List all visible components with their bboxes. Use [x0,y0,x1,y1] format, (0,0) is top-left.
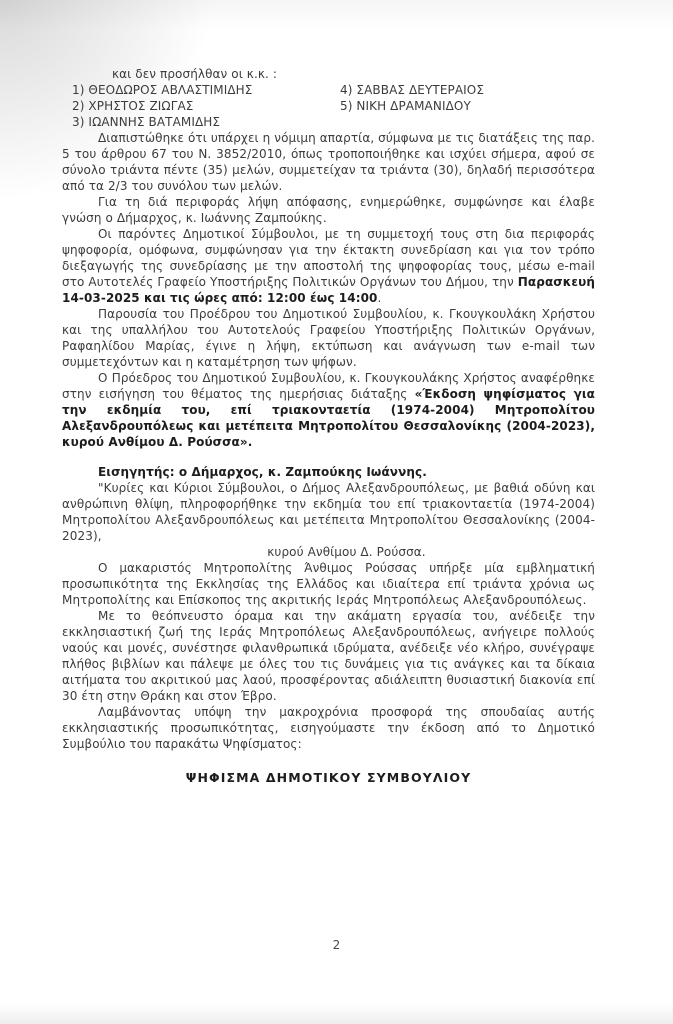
agenda-item-paragraph [62,370,595,450]
resolution-heading: ΨΗΦΙΣΜΑ ΔΗΜΟΤΙΚΟΥ ΣΥΜΒΟΥΛΙΟΥ [185,770,472,785]
voting-date-time-bold: Παρασκευή 14-03-2025 και τις ώρες από: 12:00 έως 14:00 [62,275,595,305]
voting-procedure-paragraph [62,226,595,306]
document-content [62,66,595,786]
quorum-paragraph: Διαπιστώθηκε ότι υπάρχει η νόμιμη απαρτία, σύμφωνα με τις διατάξεις της παρ. 5 του άρθρου 67 του Ν. 3852/2010, όπως τροποποιήθηκε και ισχύει σήμερα, αφού σε σύνολο τριάντα πέντε (35) μελών, συμμετείχαν τα τριάντα (30), δηλαδή περισσότερα από τα 2/3 του συνόλου των μελών. [62,131,595,193]
deceased-name-line: κυρού Ανθίμου Δ. Ρούσσα. [267,545,426,559]
list-item: 4) ΣΑΒΒΑΣ ΔΕΥΤΕΡΑΙΟΣ [340,83,485,97]
page-number: 2 [332,938,341,952]
works-paragraph: Με το θεόπνευστο όραμα και την ακάματη εργασία του, ανέδειξε την εκκλησιαστική ζωή της Ιεράς Μητροπόλεως Αλεξανδρουπόλεως, ανήγειρε πολλούς ναούς και μονές, συνέστησε φιλανθρωπικά ιδρύματα, ανέδειξε νέο κλήρο, συνέγραψε πλήθος βιβλίων και πάλεψε με όλες του τις δυνάμεις για τις ανάγκες και τα δίκαια αιτήματα του ακριτικού μας λαού, προσφέροντας αδιάλειπτη θυσιαστική διακονία επί 30 έτη στην Θράκη και στον Έβρο. [62,609,595,703]
mayor-consent-paragraph: Για τη διά περιφοράς λήψη απόφασης, ενημερώθηκε, συμφώνησε και έλαβε γνώση ο Δήμαρχος, κ. Ιωάννης Ζαμπούκης. [62,195,595,225]
speech-intro-paragraph: "Κυρίες και Κύριοι Σύμβουλοι, ο Δήμος Αλεξανδρουπόλεως, με βαθιά οδύνη και ανθρώπινη θλίψη, πληροφορήθηκε την εκδημία του επί τριακονταετία (1974-2004) Μητροπολίτου Αλεξανδρουπόλεως και μετέπειτα Μητροπολίτου Θεσσαλονίκης (2004-2023), [62,481,595,543]
bio-paragraph: Ο μακαριστός Μητροπολίτης Άνθιμος Ρούσσας υπήρξε μία εμβληματική προσωπικότητα της Εκκλησίας της Ελλάδος και ιδιαίτερα επί τριάντα χρόνια ως Μητροπολίτης και Επίσκοπος της ακριτικής Ιεράς Μητροπόλεως Αλεξανδρουπόλεως. [62,561,595,607]
absent-members-column-right [340,82,595,130]
agenda-item-text: Ο Πρόεδρος του Δημοτικού Συμβουλίου, κ. Γκουγκουλάκης Χρήστος αναφέρθηκε στην εισήγηση του θέματος της ημερήσιας διάταξης [62,371,595,401]
voting-procedure-period: . [377,291,382,305]
absent-members-intro: και δεν προσήλθαν οι κ.κ. : [112,67,278,81]
email-count-paragraph: Παρουσία του Προέδρου του Δημοτικού Συμβουλίου, κ. Γκουγκουλάκη Χρήστου και της υπαλλήλου του Αυτοτελούς Γραφείου Υποστήριξης Πολιτικών Οργάνων, Ραφαηλίδου Μαρίας, έγινε η λήψη, εκτύπωση και ανάγνωση των e-mail των συμμετεχόντων και η καταμέτρηση των ψήφων. [62,307,595,369]
list-item: 5) ΝΙΚΗ ΔΡΑΜΑΝΙΔΟΥ [340,99,471,113]
list-item: 3) ΙΩΑΝΝΗΣ ΒΑΤΑΜΙΔΗΣ [72,115,221,129]
list-item: 2) ΧΡΗΣΤΟΣ ΖΙΩΓΑΣ [72,99,194,113]
list-item: 1) ΘΕΟΔΩΡΟΣ ΑΒΛΑΣΤΙΜΙΔΗΣ [72,83,253,97]
voting-procedure-text: Οι παρόντες Δημοτικοί Σύμβουλοι, με τη συμμετοχή τους στη δια περιφοράς ψηφοφορία, ομόφωνα, συμφώνησαν για την έκτακτη συνεδρίαση και για τον τρόπο διεξαγωγής της συνεδρίασης με την αποστολή της ψηφοφορίας τους, μέσω e-mail στο Αυτοτελές Γραφείο Υποστήριξης Πολιτικών Οργάνων του Δήμου, την [62,227,595,289]
absent-members-list [72,82,595,130]
proposal-paragraph: Λαμβάνοντας υπόψη την μακροχρόνια προσφορά της σπουδαίας αυτής εκκλησιαστικής προσωπικότητας, εισηγούμαστε την έκδοση από το Δημοτικό Συμβούλιο του παρακάτω Ψηφίσματος: [62,705,595,751]
rapporteur-line: Εισηγητής: ο Δήμαρχος, κ. Ζαμπούκης Ιωάννης. [98,465,427,479]
absent-members-column-left [72,82,340,130]
agenda-item-title-bold: «Έκδοση ψηφίσματος για την εκδημία του, επί τριακονταετία (1974-2004) Μητροπολίτου Αλεξανδρουπόλεως και μετέπειτα Μητροπολίτου Θεσσαλονίκης (2004-2023), κυρού Ανθίμου Δ. Ρούσσα». [62,387,595,449]
